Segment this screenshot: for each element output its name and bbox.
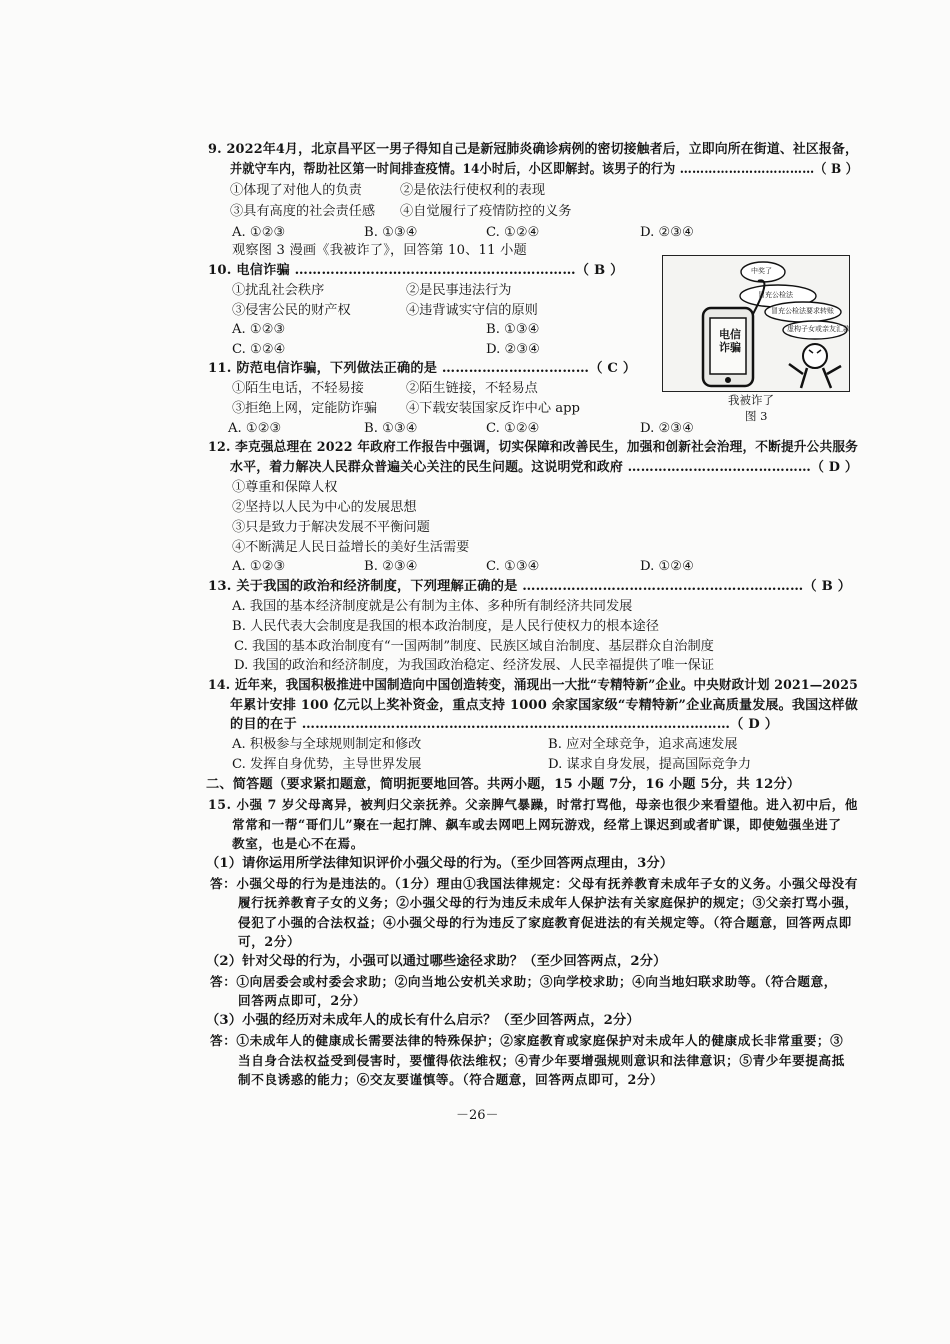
q11-option-a: A. ①②③	[228, 421, 282, 436]
q9-statement-3: ③具有高度的社会责任感	[230, 204, 376, 219]
q10-statement-3: ③侵害公民的财产权	[232, 303, 351, 318]
q11-statement-3: ③拒绝上网，定能防诈骗	[232, 401, 378, 416]
q13-option-d: D. 我国的政治和经济制度，为我国政治稳定、经济发展、人民幸福提供了唯一保证	[234, 658, 715, 673]
q15-answer-3-line1: 答：①未成年人的健康成长需要法律的特殊保护；②家庭教育或家庭保护对未成年人的健康成长非常重要；③	[210, 1033, 844, 1048]
q15-answer-1-line3: 侵犯了小强的合法权益；④小强父母的行为违反了家庭教育促进法的有关规定等。（符合题意，回答两点即	[238, 915, 852, 930]
q10-option-d: D. ②③④	[486, 342, 540, 357]
q15-answer-3-line3: 制不良诱惑的能力；⑥交友要谨慎等。（符合题意，回答两点即可，2分）	[238, 1072, 664, 1087]
bubble-2-text: 冒充公检法	[758, 291, 793, 299]
q10-stem: 10. 电信诈骗 ………………………………………………………（ B ）	[208, 263, 624, 278]
phone-button	[725, 377, 731, 383]
comic-intro: 观察图 3 漫画《我被诈了》，回答第 10、11 小题	[232, 243, 527, 258]
q12-statement-1: ①尊重和保障人权	[232, 480, 338, 495]
q12-statement-3: ③只是致力于解决发展不平衡问题	[232, 520, 430, 535]
q15-stem-line3: 教室，也是心不在焉。	[232, 836, 364, 851]
phone-label: 电信诈骗	[719, 328, 741, 354]
q14-stem-line3: 的目的在于 ……………………………………………………………………………………（ D ）	[230, 717, 779, 732]
q15-answer-2-line1: 答：①向居委会或村委会求助；②向当地公安机关求助；③向学校求助；④向当地妇联求助等。（符合题意，	[210, 974, 837, 989]
section-2-heading: 二、简答题（要求紧扣题意，简明扼要地回答。共两小题，15 小题 7分，16 小题 5分，共 12分）	[206, 777, 801, 792]
q15-sub-question-2: （2）针对父母的行为，小强可以通过哪些途径求助？（至少回答两点，2分）	[206, 954, 667, 969]
person-head	[803, 344, 827, 368]
q12-option-c: C. ①③④	[486, 559, 540, 574]
q9-option-d: D. ②③④	[640, 225, 694, 240]
q13-option-b: B. 人民代表大会制度是我国的根本政治制度，是人民行使权力的根本途径	[232, 619, 659, 634]
q9-option-b: B. ①③④	[364, 225, 418, 240]
q9-stem-line1: 9. 2022年4月，北京昌平区一男子得知自己是新冠肺炎确诊病例的密切接触者后，立即向所在街道、社区报备，	[208, 142, 858, 157]
figure-caption: 我被诈了	[728, 393, 774, 407]
q10-statement-1: ①扰乱社会秩序	[232, 283, 325, 298]
q14-option-a: A. 积极参与全球规则制定和修改	[232, 737, 422, 752]
q9-option-c: C. ①②④	[486, 225, 540, 240]
q12-option-d: D. ①②④	[640, 559, 694, 574]
q10-option-a: A. ①②③	[232, 322, 286, 337]
q15-answer-2-line2: 回答两点即可，2分）	[238, 993, 367, 1008]
q10-statement-2: ②是民事违法行为	[406, 283, 512, 298]
q9-statement-4: ④自觉履行了疫情防控的义务	[400, 204, 572, 219]
q12-stem-line2: 水平，着力解决人民群众普遍关心关注的民生问题。这说明党和政府 ……………………………………（ D ）	[230, 460, 858, 475]
q12-statement-2: ②坚持以人民为中心的发展思想	[232, 500, 417, 515]
q15-answer-3-line2: 当自身合法权益受到侵害时，要懂得依法维权；④青少年要增强规则意识和法律意识；⑤青少年要提高抵	[238, 1053, 845, 1068]
q12-stem-line1: 12. 李克强总理在 2022 年政府工作报告中强调，切实保障和改善民生，加强和创新社会治理，不断提升公共服务	[208, 440, 858, 455]
page-number: －26－	[456, 1108, 499, 1123]
q11-statement-2: ②陌生链接，不轻易点	[406, 381, 538, 396]
q13-stem: 13. 关于我国的政治和经济制度，下列理解正确的是 ………………………………………………………（ B ）	[208, 579, 852, 594]
q9-option-a: A. ①②③	[232, 225, 286, 240]
q9-statement-1: ①体现了对他人的负责	[230, 183, 362, 198]
comic-figure	[662, 255, 850, 392]
q13-option-c: C. 我国的基本政治制度有“一国两制”制度、民族区域自治制度、基层群众自治制度	[234, 639, 714, 654]
q12-statement-4: ④不断满足人民日益增长的美好生活需要	[232, 540, 470, 555]
q13-option-a: A. 我国的基本经济制度就是公有制为主体、多种所有制经济共同发展	[232, 599, 633, 614]
q14-option-d: D. 谋求自身发展，提高国际竞争力	[548, 757, 752, 772]
q14-stem-line2: 年累计安排 100 亿元以上奖补资金，重点支持 1000 余家国家级“专精特新”企业高质量发展。我国这样做	[230, 698, 858, 713]
bubble-1-text: 中奖了	[751, 267, 772, 275]
q15-answer-1-line1: 答：小强父母的行为是违法的。（1分）理由①我国法律规定：父母有抚养教育未成年子女的义务。小强父母没有	[210, 876, 859, 891]
q11-stem: 11. 防范电信诈骗，下列做法正确的是 ……………………………（ C ）	[208, 361, 637, 376]
q15-stem-line2: 常常和一帮“哥们儿”聚在一起打牌、飙车或去网吧上网玩游戏，经常上课迟到或者旷课，即使勉强坐进了	[232, 817, 842, 832]
q11-statement-4: ④下载安装国家反诈中心 app	[406, 401, 580, 416]
q10-option-b: B. ①③④	[486, 322, 540, 337]
bubble-3-text: 冒充公检法要求转账	[771, 307, 834, 315]
q11-option-c: C. ①②④	[486, 421, 540, 436]
q15-answer-1-line4: 可，2分）	[238, 934, 301, 949]
q15-stem-line1: 15. 小强 7 岁父母离异，被判归父亲抚养。父亲脾气暴躁，时常打骂他，母亲也很少来看望他。进入初中后，他	[208, 797, 858, 812]
q12-option-a: A. ①②③	[232, 559, 286, 574]
q10-option-c: C. ①②④	[232, 342, 286, 357]
q11-statement-1: ①陌生电话，不轻易接	[232, 381, 364, 396]
q15-sub-question-1: （1）请你运用所学法律知识评价小强父母的行为。（至少回答两点理由，3分）	[206, 856, 674, 871]
q14-option-b: B. 应对全球竞争，追求高速发展	[548, 737, 738, 752]
bubble-4-text: 虚构子女或亲友汇款	[787, 325, 850, 333]
q11-option-b: B. ①③④	[364, 421, 418, 436]
q9-statement-2: ②是依法行使权利的表现	[400, 183, 546, 198]
q14-stem-line1: 14. 近年来，我国积极推进中国制造向中国创造转变，涌现出一大批“专精特新”企业。中央财政计划 2021—2025	[208, 678, 858, 693]
q9-stem-line2: 并就守车内，帮助社区第一时间排查疫情。14小时后，小区即解封。该男子的行为 ……………………………（ B ）	[230, 162, 858, 177]
q12-option-b: B. ②③④	[364, 559, 418, 574]
q10-statement-4: ④违背诚实守信的原则	[406, 303, 538, 318]
q11-option-d: D. ②③④	[640, 421, 694, 436]
figure-label: 图 3	[745, 409, 768, 423]
q15-sub-question-3: （3）小强的经历对未成年人的成长有什么启示？（至少回答两点，2分）	[206, 1013, 640, 1028]
q14-option-c: C. 发挥自身优势，主导世界发展	[232, 757, 422, 772]
q15-answer-1-line2: 履行抚养教育子女的义务；②小强父母的行为违反未成年人保护法有关家庭保护的规定；③父亲打骂小强，	[238, 895, 858, 910]
